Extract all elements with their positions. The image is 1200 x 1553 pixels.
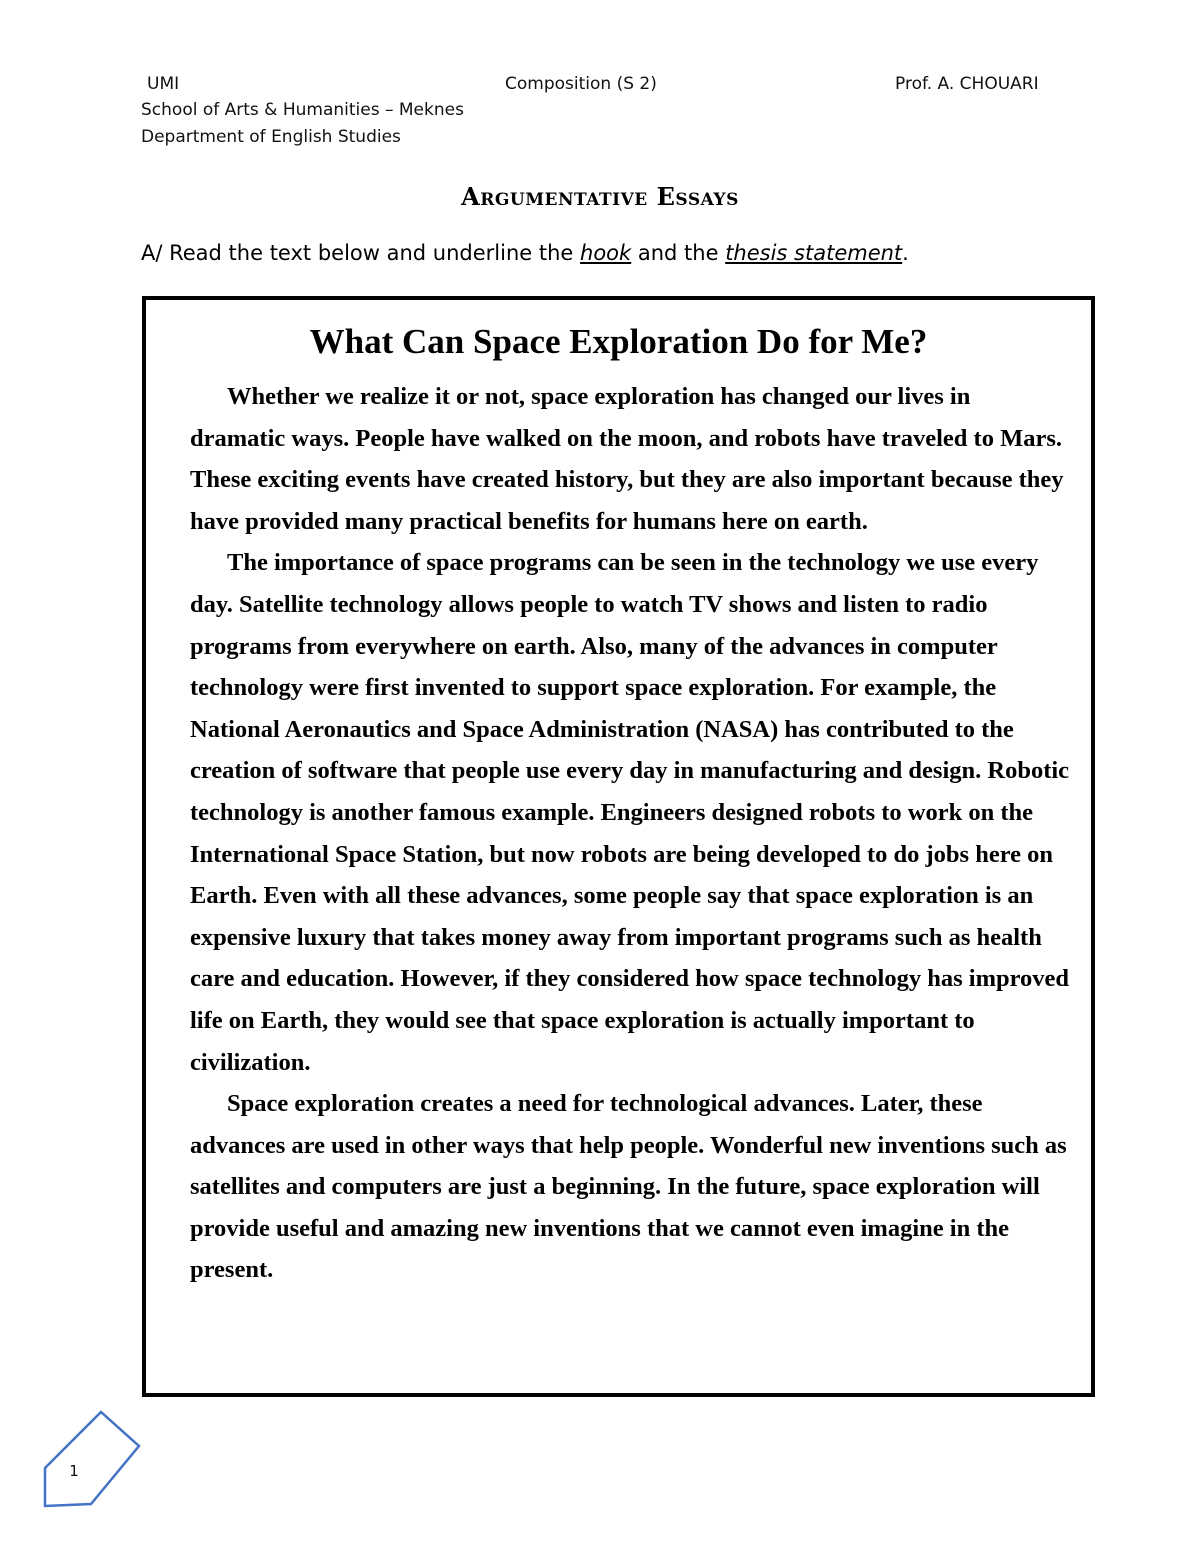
instruction-middle: and the: [631, 241, 726, 265]
instruction: [141, 241, 909, 265]
header-institution: UMI: [147, 74, 180, 94]
instruction-suffix: .: [902, 241, 909, 265]
instruction-term-thesis: thesis statement: [725, 241, 903, 265]
essay-box: [142, 296, 1095, 1397]
essay-title: What Can Space Exploration Do for Me?: [309, 322, 928, 361]
header-course: Composition (S 2): [505, 74, 657, 94]
essay-body: [190, 376, 1070, 1291]
header-school: School of Arts & Humanities – Meknes: [141, 100, 464, 120]
instruction-prefix: A/ Read the text below and underline the: [141, 241, 581, 265]
essay-paragraph: The importance of space programs can be seen in the technology we use every day. Satellite technology allows people to watch TV shows and listen to radio programs from everywhere on earth. Also, many of the advances in computer technology were first invented to support space exploration. For example, the National Aeronautics and Space Administration (NASA) has contributed to the creation of software that people use every day in manufacturing and design. Robotic technology is another famous example. Engineers designed robots to work on the International Space Station, but now robots are being developed to do jobs here on Earth. Even with all these advances, some people say that space exploration is an expensive luxury that takes money away from important programs such as health care and education. However, if they considered how space technology has improved life on Earth, they would see that space exploration is actually important to civilization.: [190, 549, 1070, 1076]
page-number-badge-icon: [40, 1408, 144, 1512]
header-department: Department of English Studies: [141, 127, 401, 147]
essay-paragraph: Whether we realize it or not, space exploration has changed our lives in dramatic ways. People have walked on the moon, and robots have traveled to Mars. These exciting events have created history, but they are also important because they have provided many practical benefits for humans here on earth.: [190, 383, 1064, 535]
header-professor: Prof. A. CHOUARI: [895, 74, 1039, 94]
instruction-term-hook: hook: [580, 241, 632, 265]
essay-paragraph: Space exploration creates a need for technological advances. Later, these advances are used in other ways that help people. Wonderful new inventions such as satellites and computers are just a beginning. In the future, space exploration will provide useful and amazing new inventions that we cannot even imagine in the present.: [190, 1090, 1067, 1284]
page-number: 1: [69, 1462, 79, 1480]
page-title: Argumentative Essays: [461, 182, 739, 211]
